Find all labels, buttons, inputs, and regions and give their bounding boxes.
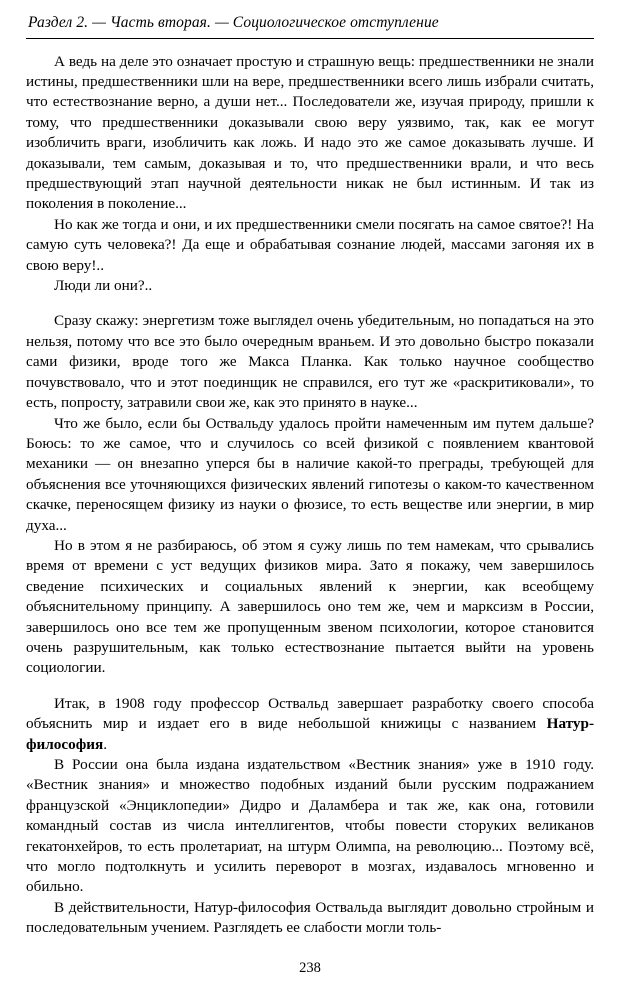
- paragraph-with-bold-title: [26, 694, 594, 755]
- paragraph-text-tail: .: [103, 735, 107, 753]
- page-body: [26, 52, 594, 981]
- page-number: 238: [299, 960, 321, 976]
- header-divider: [26, 38, 594, 39]
- paragraph: Люди ли они?..: [54, 277, 153, 295]
- paragraph: Но в этом я не разбираюсь, об этом я сужу лишь по тем намекам, что срывались время от времени с уст ведущих физиков мира. Зато я покажу, чем завершилось сведение психических и социальных явлений к энергии, как всеобщему объяснительному принципу. А завершилось оно тем же, чем и марксизм в России, завершилось оно все тем же пропущенным звеном психологии, которое становится очень разрушительным, как только естествознание пытается выйти на уровень социологии.: [26, 536, 594, 677]
- paragraph: В России она была издана издательством «Вестник знания» уже в 1910 году. «Вестник знания» и множество подобных изданий были русским подражанием французской «Энциклопедии» Дидро и Даламбера и так же, как она, готовили командный состав из числа интеллигентов, чтобы повести сторуких великанов гекатонхейров, то есть пролетариат, на штурм Олимпа, на революцию... Поэтому всё, что могло подтолкнуть и усилить переворот в мозгах, издавалось мгновенно и обильно.: [26, 756, 594, 896]
- running-head: Раздел 2. — Часть вторая. — Социологическое отступление: [28, 14, 439, 31]
- paragraph-text-lead: Итак, в 1908 году профессор Оствальд завершает разработку своего способа объяснить мир и издает его в виде небольшой книжицы с названием: [26, 694, 594, 733]
- paragraph: Сразу скажу: энергетизм тоже выглядел очень убедительным, но попадаться на это нельзя, потому что все это было очередным враньем. И это довольно быстро показали сами физики, вроде того же Макса Планка. Как только научное сообщество почувствовало, что и этот поединщик не справился, его тут же «раскритиковали», то есть, попросту, затравили свои же, как это принято в науке...: [26, 312, 594, 412]
- paragraph: Что же было, если бы Оствальду удалось пройти намеченным им путем дальше? Боюсь: то же самое, что и случилось со всей физикой с появлением квантовой механики — он внезапно уперся бы в наличие какой-то преграды, требующей для объяснения все уточняющихся физических явлений гипотезы о каком-то качественном скачке, переносящем физику из науки о фюзисе, то есть веществе или энергии, в мир духа...: [26, 414, 594, 534]
- book-title: Натур-философия: [26, 715, 594, 753]
- paragraph: В действительности, Натур-философия Оствальда выглядит довольно стройным и последовательным учением. Разглядеть ее слабости могли толь-: [26, 898, 594, 937]
- paragraph: Но как же тогда и они, и их предшественники смели посягать на самое святое?! На самую суть человека?! Да еще и обрабатывая сознание людей, массами загоняя их в свою веру!..: [26, 215, 594, 274]
- paragraph: А ведь на деле это означает простую и страшную вещь: предшественники не знали истины, предшественники шли на вере, предшественники всего лишь избрали считать, что естествознание верно, а души нет... Последователи же, изучая природу, пришли к тому, что предшественники доказывали свою веру уязвимо, так, как ее могут изобличить враги, изобличить как ложь. И надо это же самое доказывать лучше. И доказывали, тем самым, доказывая и то, что предшественники врали, и что весь предшествующий этап научной деятельности никак не был истинным. И так из поколения в поколение...: [26, 52, 594, 213]
